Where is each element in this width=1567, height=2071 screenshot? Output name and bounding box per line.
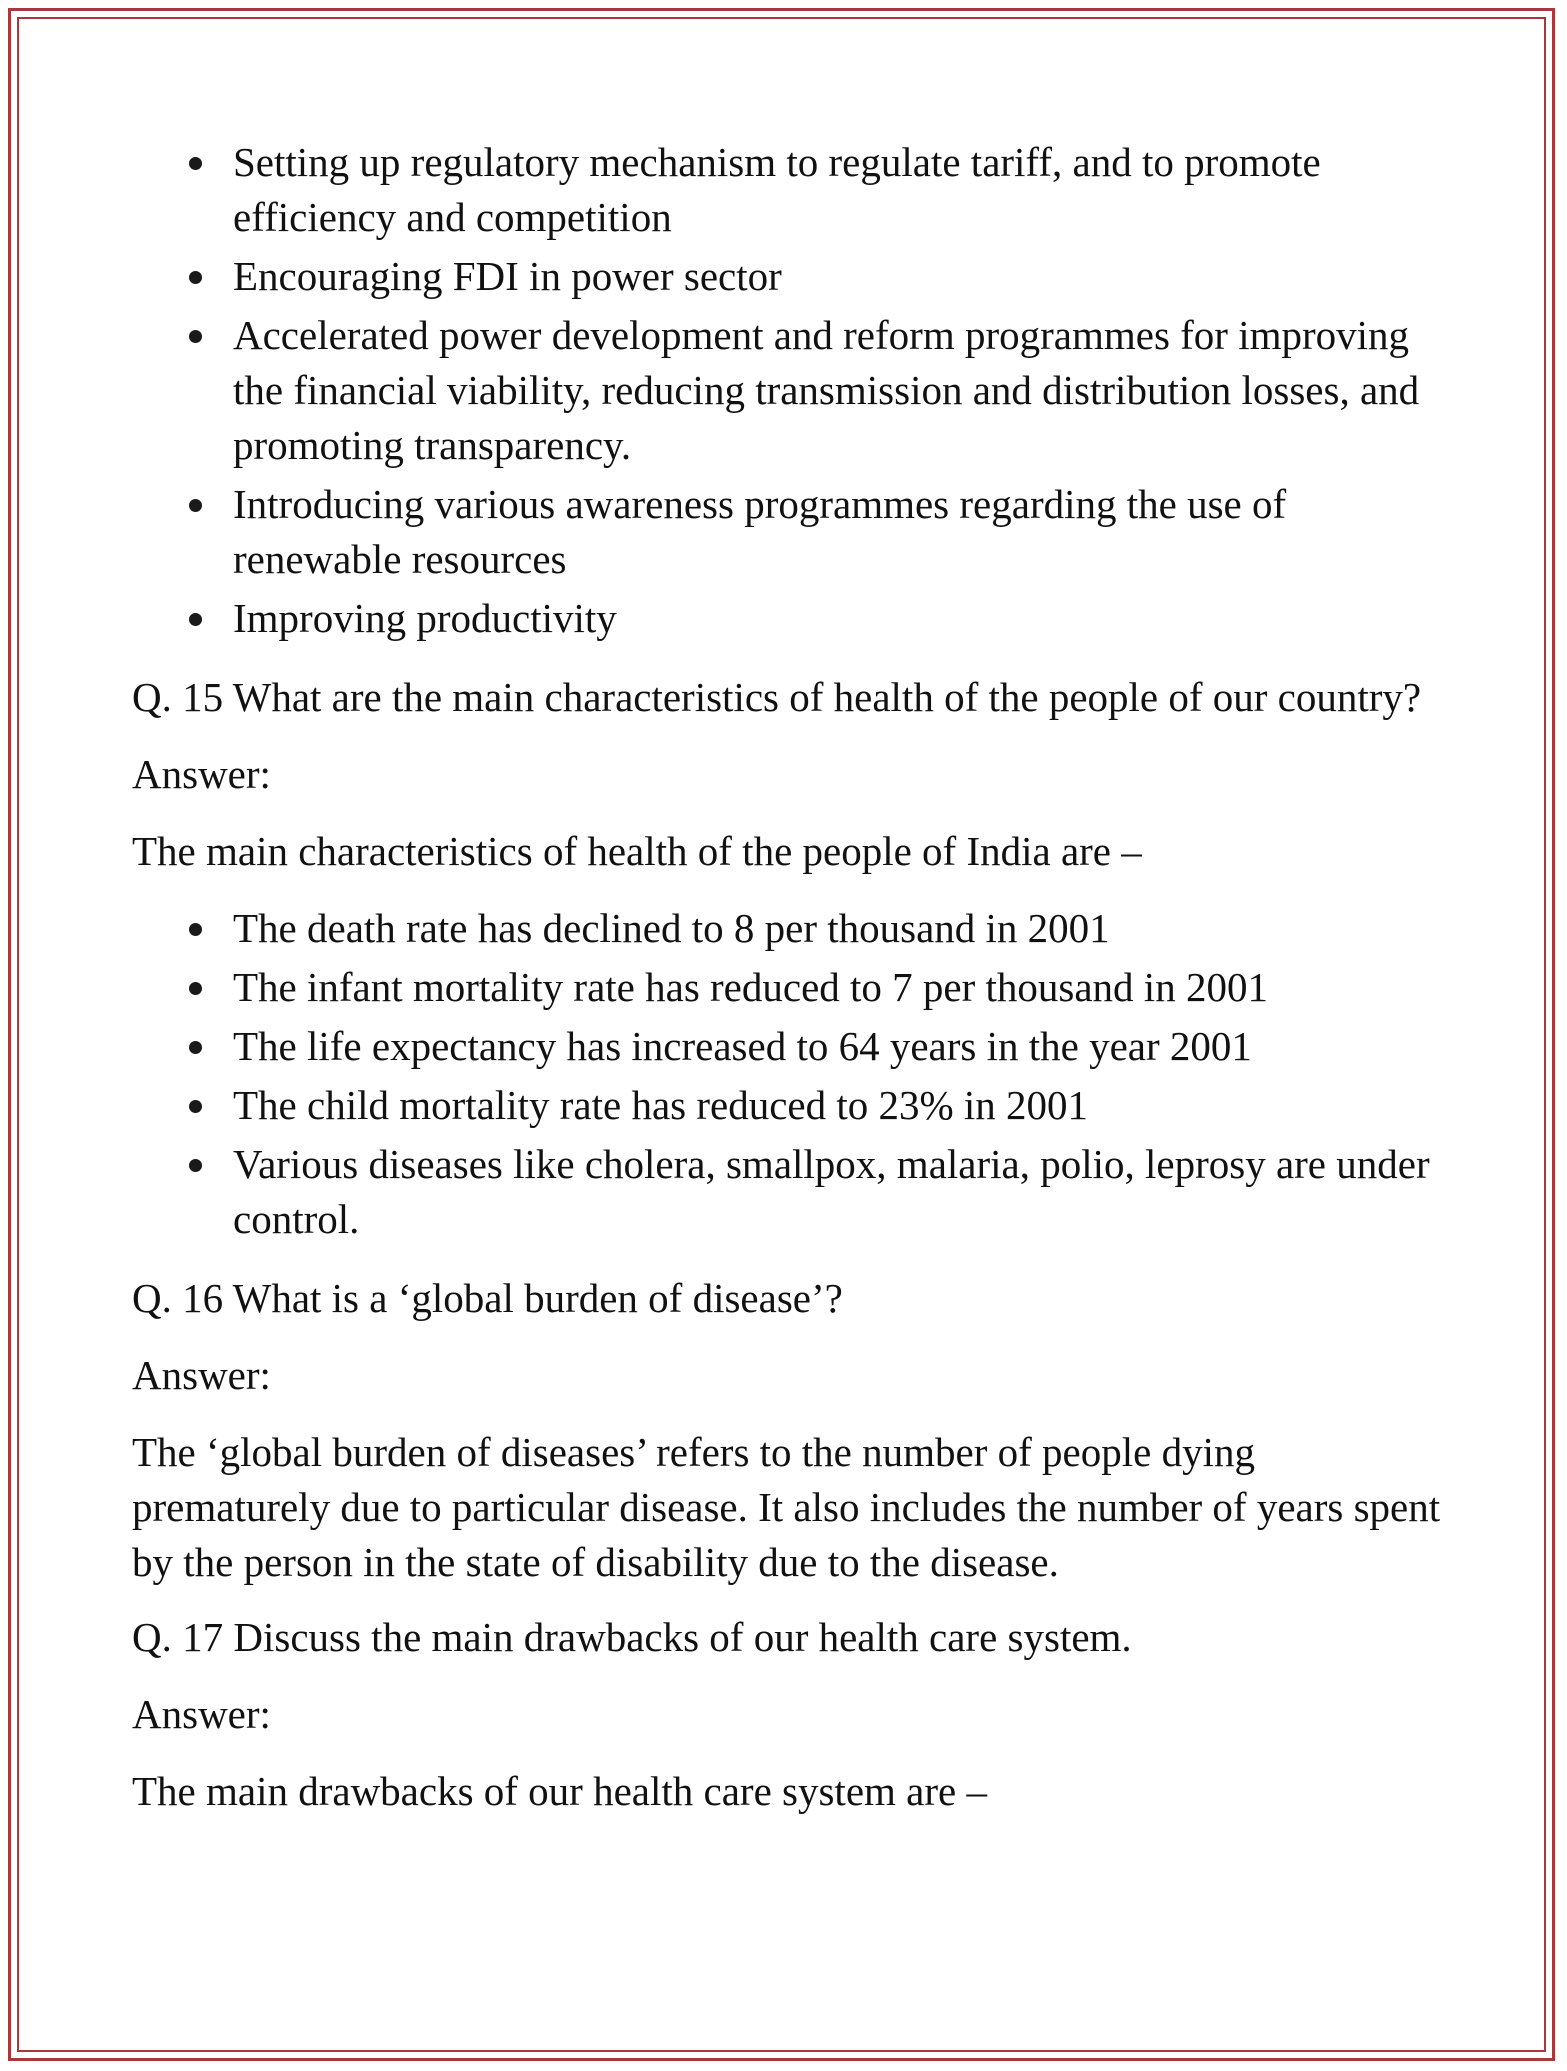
list-item: Accelerated power development and reform programmes for improving the financial viability, reducing transmission and distribution losses, and promoting transparency.: [132, 308, 1452, 473]
list-item: Encouraging FDI in power sector: [132, 249, 1452, 304]
document-body: [132, 135, 1452, 1819]
bullet-icon: [189, 157, 202, 170]
bullet-icon: [189, 271, 202, 284]
power-sector-measures-list: [132, 135, 1452, 646]
answer-label: Answer:: [132, 1691, 271, 1737]
answer-label: Answer:: [132, 751, 271, 797]
list-item: The life expectancy has increased to 64 years in the year 2001: [132, 1019, 1452, 1074]
bullet-icon: [189, 613, 202, 626]
bullet-icon: [189, 1100, 202, 1113]
health-characteristics-list: [132, 901, 1452, 1247]
bullet-icon: [189, 1041, 202, 1054]
list-item: Introducing various awareness programmes regarding the use of renewable resources: [132, 477, 1452, 587]
list-item: Setting up regulatory mechanism to regulate tariff, and to promote efficiency and competition: [132, 135, 1452, 245]
bullet-icon: [189, 982, 202, 995]
bullet-icon: [189, 330, 202, 343]
list-item: The infant mortality rate has reduced to 7 per thousand in 2001: [132, 960, 1452, 1015]
list-item: The death rate has declined to 8 per thousand in 2001: [132, 901, 1452, 956]
answer-intro: The main drawbacks of our health care system are –: [132, 1768, 987, 1814]
bullet-icon: [189, 1159, 202, 1172]
answer-label: Answer:: [132, 1352, 271, 1398]
bullet-icon: [189, 499, 202, 512]
list-item: Improving productivity: [132, 591, 1452, 646]
question-16: Q. 16 What is a ‘global burden of disease’?: [132, 1275, 843, 1321]
answer-intro: The main characteristics of health of the people of India are –: [132, 828, 1142, 874]
list-item: The child mortality rate has reduced to 23% in 2001: [132, 1078, 1452, 1133]
answer-text: The ‘global burden of diseases’ refers to the number of people dying prematurely due to particular disease. It also includes the number of years spent by the person in the state of disability due to the disease.: [132, 1429, 1441, 1585]
question-17: Q. 17 Discuss the main drawbacks of our health care system.: [132, 1614, 1132, 1660]
list-item: Various diseases like cholera, smallpox, malaria, polio, leprosy are under control.: [132, 1137, 1452, 1247]
bullet-icon: [189, 923, 202, 936]
question-15: Q. 15 What are the main characteristics of health of the people of our country?: [132, 674, 1422, 720]
